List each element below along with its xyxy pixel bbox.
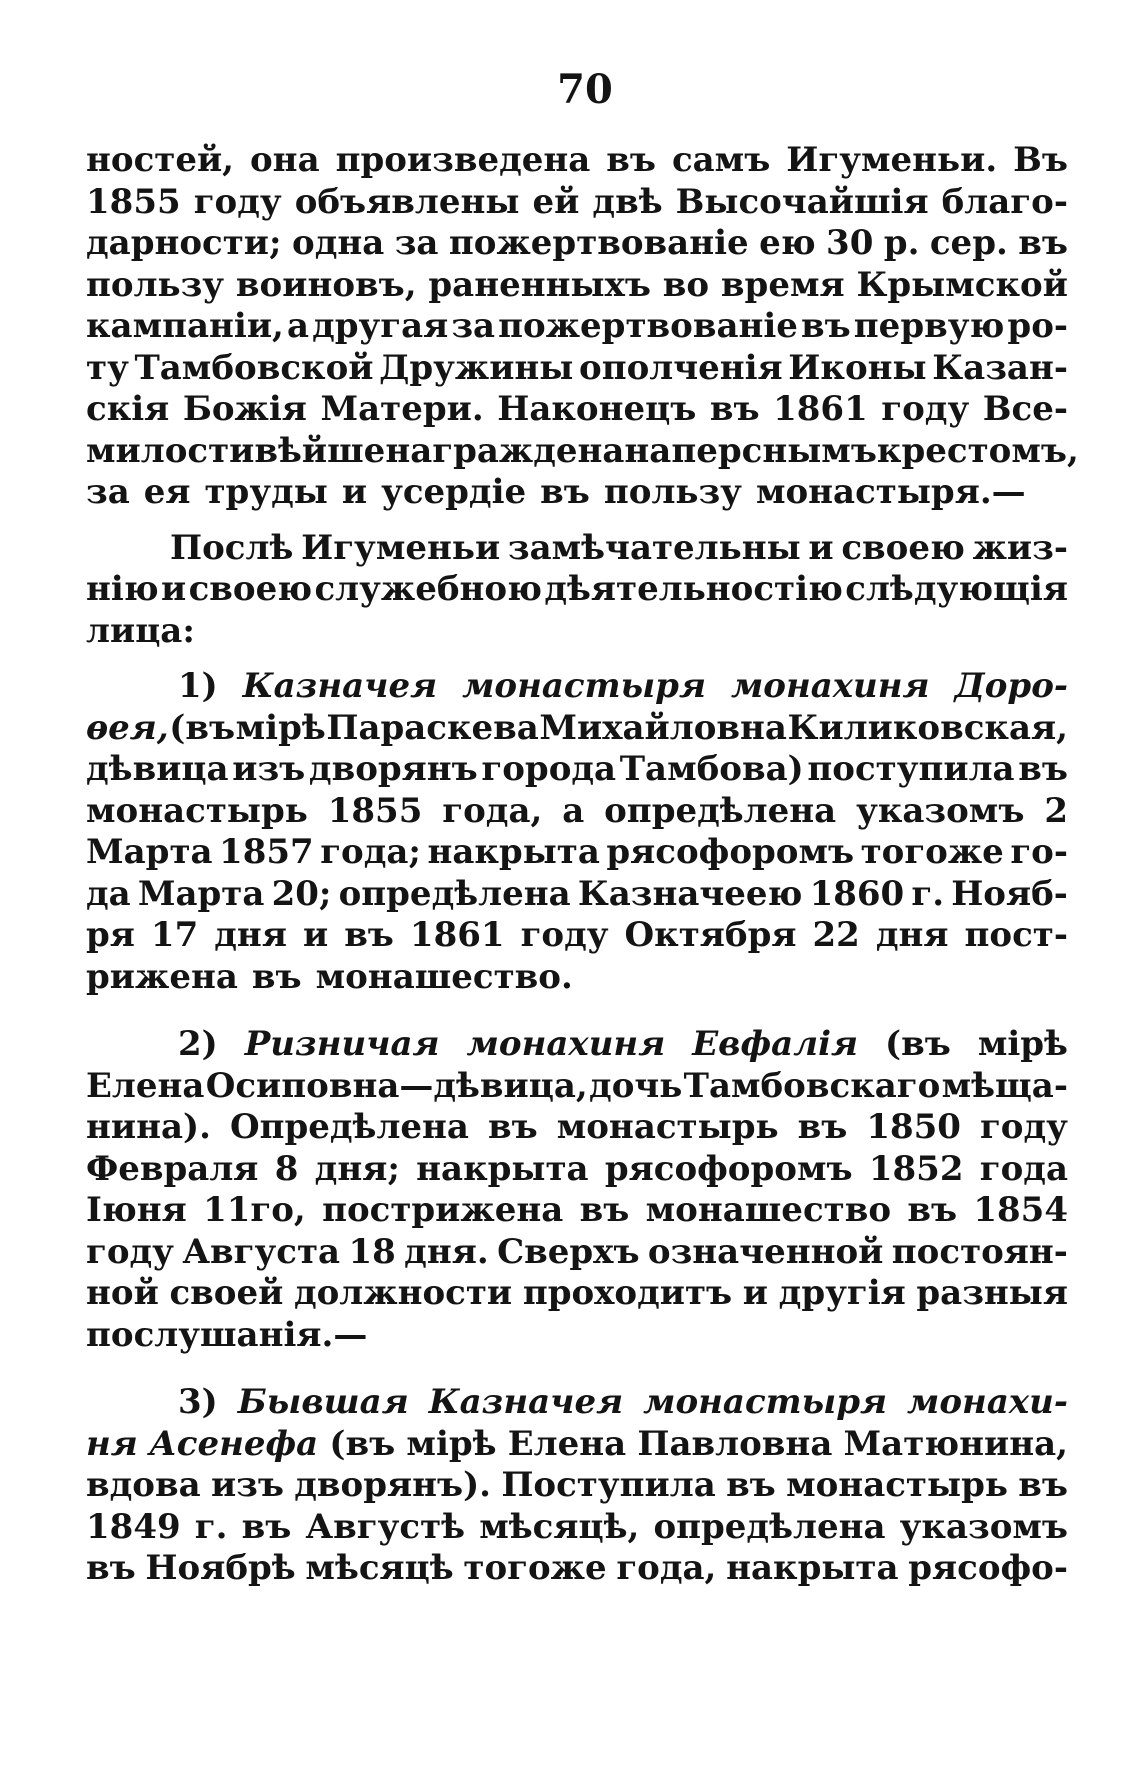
word: въ [86, 1548, 136, 1588]
word: Сверхъ [497, 1231, 640, 1272]
word: опредѣлена [604, 790, 837, 831]
word: рижена [86, 956, 238, 997]
page-body-text [86, 140, 1079, 1590]
word: въ [251, 956, 302, 997]
word: 30 [826, 223, 874, 263]
word: разныя [916, 1273, 1068, 1313]
word: (въ [169, 707, 236, 748]
word: Иконы [788, 347, 927, 388]
text-line [86, 708, 1068, 750]
text-line [86, 1107, 1068, 1149]
word: 1) [178, 666, 218, 706]
word: рясофоромъ [604, 1148, 853, 1189]
word: служебною [314, 569, 542, 609]
word: въ [907, 1190, 958, 1230]
word: лица: [86, 610, 195, 651]
word: Все- [982, 389, 1068, 429]
word: ря [86, 915, 135, 955]
word: года, [442, 790, 543, 831]
word: 1861 [409, 915, 505, 955]
word: ея [143, 472, 191, 512]
word: Поступила [501, 1465, 716, 1505]
word: Божiя [182, 389, 307, 429]
word: Асенефа [149, 1423, 319, 1464]
word: усердiе [381, 472, 527, 512]
word: въ [344, 915, 394, 955]
word: за [86, 472, 130, 512]
word: Марта [137, 873, 265, 914]
word: нина). [86, 1107, 211, 1147]
word: монастырь [786, 1465, 1008, 1505]
word: а [562, 790, 585, 831]
word: р. [883, 223, 920, 263]
word: Опредѣлена [229, 1107, 469, 1147]
word: года, [616, 1548, 717, 1588]
word: Дружины [379, 347, 574, 388]
word: (въ [885, 1024, 951, 1064]
word: въ [726, 1465, 776, 1505]
word: и [161, 569, 187, 609]
word: мѣсяцѣ [305, 1548, 454, 1588]
word: и [808, 527, 834, 568]
word: мiрѣ [406, 1423, 497, 1464]
word: указомъ [856, 790, 1025, 831]
word: крестомъ, [876, 430, 1079, 471]
word: поступила [807, 749, 1015, 789]
word: году [193, 181, 282, 222]
word: рясофоромъ [606, 832, 855, 872]
text-line [86, 611, 1068, 653]
word: въ [797, 1107, 848, 1147]
word: монахиня [730, 666, 930, 706]
word: самъ [671, 140, 771, 180]
text-line [86, 1190, 1068, 1232]
word: монастыря [462, 666, 707, 706]
word: накрыта [726, 1548, 899, 1588]
word: дарности; [86, 223, 282, 263]
word: воиновъ, [235, 264, 417, 305]
word: другая [312, 306, 449, 346]
word: году [979, 1107, 1068, 1147]
word: г. [911, 873, 945, 914]
word: 2 [1044, 790, 1068, 831]
text-line [86, 1507, 1068, 1549]
word: Октября [624, 915, 797, 955]
word: дѣвица [86, 749, 229, 789]
paragraph-p3 [86, 666, 1068, 998]
word: постоян- [891, 1231, 1068, 1272]
word: году [520, 915, 609, 955]
word: дня. [404, 1231, 489, 1272]
word: Елена [507, 1423, 627, 1464]
word: Казначеею [577, 873, 803, 914]
page-number: 70 [557, 66, 613, 113]
word: рясофо- [908, 1548, 1068, 1588]
word: 1849 [86, 1506, 181, 1547]
word: милостивѣйше [86, 430, 386, 471]
word: Матюнина, [843, 1423, 1068, 1464]
word: Осиповна—дѣвица, [205, 1065, 588, 1106]
word: указомъ [899, 1506, 1068, 1547]
text-line [86, 223, 1068, 265]
word: ей [532, 181, 580, 222]
text-line [86, 957, 1068, 999]
word: мѣсяцѣ, [479, 1506, 640, 1547]
word: г. [194, 1506, 228, 1547]
word: благо- [941, 181, 1068, 222]
word: Въ [1013, 140, 1068, 180]
word: въ [606, 140, 656, 180]
word: монашество. [315, 956, 573, 997]
word: и [341, 472, 368, 512]
word: вдова [86, 1465, 201, 1505]
word: монастыря.— [755, 472, 1026, 512]
word: 17 [150, 915, 199, 955]
word: 1850 [866, 1107, 961, 1147]
text-line [86, 348, 1068, 390]
word: пользу [603, 472, 742, 512]
word: Игуменьи. [786, 140, 998, 180]
word: ностей, [86, 140, 235, 180]
word: своей [169, 1273, 284, 1313]
word: монастырь [86, 790, 308, 831]
word: сер. [929, 223, 1008, 263]
word: 1855 [86, 181, 181, 222]
paragraph-p4 [86, 1024, 1068, 1356]
word: своею [188, 569, 313, 609]
word: въ [709, 389, 760, 429]
word: наперснымъ [624, 430, 877, 471]
word: дочь [589, 1065, 683, 1106]
word: дворянъ [308, 749, 478, 789]
text-line [86, 1066, 1068, 1108]
word: 1854 [973, 1190, 1068, 1230]
word: опредѣлена [338, 873, 571, 914]
word: Параскева [326, 707, 539, 748]
word: дня; [314, 1148, 400, 1189]
text-line [86, 1465, 1068, 1507]
word: послушанiя.— [86, 1314, 368, 1355]
word: ею [759, 223, 816, 263]
text-line [86, 1024, 1068, 1066]
word: монахиня [466, 1024, 666, 1064]
word: въ [1018, 223, 1068, 263]
word: 1852 [868, 1148, 964, 1189]
word: нiю [86, 569, 159, 609]
word: въ [241, 1506, 292, 1547]
word: проходитъ [522, 1273, 733, 1313]
word: монашество [645, 1190, 892, 1230]
word: опредѣлена [653, 1506, 886, 1547]
word: ту [86, 347, 129, 388]
word: въ [579, 1190, 630, 1230]
word: замѣчательны [507, 527, 801, 568]
paragraph-p1 [86, 140, 1079, 514]
word: жиз- [972, 527, 1068, 568]
word: Крымской [856, 264, 1068, 305]
word: Нояб- [951, 873, 1068, 914]
word: Марта [86, 832, 213, 872]
word: дѣятельностiю [544, 569, 843, 609]
word: году [881, 389, 970, 429]
word: и [302, 915, 329, 955]
word: году [86, 1231, 174, 1272]
word: дворянъ). [294, 1465, 491, 1505]
word: ной [86, 1273, 159, 1313]
word: въ [1018, 1465, 1068, 1505]
word: Матери. [320, 389, 484, 429]
word: Михайловна [539, 707, 787, 748]
text-line [86, 1424, 1068, 1466]
word: въ [1018, 749, 1068, 789]
word: Доро- [954, 666, 1068, 706]
word: ополченiя [579, 347, 783, 388]
word: Игуменьи [301, 527, 501, 568]
text-line [86, 1149, 1068, 1191]
text-line [86, 832, 1068, 874]
word: двѣ [592, 181, 663, 222]
word: Высочайшiя [675, 181, 929, 222]
word: Павловна [637, 1423, 833, 1464]
text-line [86, 874, 1068, 916]
word: Казначея [242, 666, 438, 706]
text-line [86, 1382, 1068, 1424]
word: года [979, 1148, 1068, 1189]
word: и [742, 1273, 768, 1313]
word: Тамбовской [134, 347, 374, 388]
word: за [451, 306, 496, 346]
word: 1857 [219, 832, 314, 872]
text-line [86, 749, 1068, 791]
word: Августѣ [305, 1506, 466, 1547]
text-line [86, 265, 1068, 307]
word: первую [853, 306, 1005, 346]
word: города [481, 749, 617, 789]
word: Евфалiя [692, 1024, 859, 1064]
text-line [86, 666, 1068, 708]
word: награждена [385, 430, 625, 471]
text-line [86, 1315, 1068, 1357]
word: пользу [86, 264, 225, 305]
word: мiрѣ [977, 1024, 1068, 1064]
word: 22 [812, 915, 860, 955]
word: а [286, 306, 309, 346]
text-line [86, 389, 1068, 431]
word: Тамбова) [619, 749, 804, 789]
word: тогоже [860, 832, 1004, 872]
word: Наконецъ [497, 389, 697, 429]
word: монастырь [556, 1107, 779, 1147]
word: 1861 [773, 389, 868, 429]
word: монастыря [643, 1382, 888, 1422]
word: Елена [86, 1065, 205, 1106]
word: Послѣ [170, 527, 294, 568]
word: должности [293, 1273, 513, 1313]
word: Iюня [86, 1190, 187, 1230]
text-line [86, 569, 1068, 611]
text-line [86, 1273, 1068, 1315]
word: пожертвованiе [448, 223, 749, 263]
word: труды [204, 472, 328, 512]
word: Казан- [932, 347, 1068, 388]
paragraph-p2 [86, 528, 1068, 653]
word: во [662, 264, 710, 305]
text-line [86, 1232, 1068, 1274]
word: своею [841, 527, 965, 568]
word: объявлены [294, 181, 520, 222]
text-line [86, 430, 1079, 473]
word: 1855 [327, 790, 423, 831]
word: Тамбовскаго [683, 1065, 941, 1106]
text-line [86, 140, 1068, 182]
word: мѣща- [941, 1065, 1068, 1106]
text-line [86, 528, 1068, 570]
word: 1860 [809, 873, 905, 914]
word: скiя [86, 389, 170, 429]
word: 20; [271, 873, 332, 914]
word: тогоже [463, 1548, 607, 1588]
word: ро- [1007, 306, 1068, 346]
word: означенной [647, 1231, 884, 1272]
word: 3) [178, 1382, 218, 1422]
word: изъ [232, 749, 306, 789]
word: ѳея, [86, 707, 169, 748]
word: 18 [348, 1231, 396, 1272]
word: въ [801, 306, 851, 346]
word: накрыта [416, 1148, 589, 1189]
word: одна [292, 223, 385, 263]
text-line [86, 472, 1068, 514]
word: го- [1010, 832, 1068, 872]
word: 8 [274, 1148, 299, 1189]
paragraph-p5 [86, 1382, 1068, 1590]
word: время [720, 264, 845, 305]
text-line [86, 182, 1068, 224]
text-line [86, 791, 1068, 833]
word: пострижена [322, 1190, 564, 1230]
word: Киликовская, [787, 707, 1068, 748]
word: другiя [778, 1273, 906, 1313]
word: мiрѣ [235, 707, 326, 748]
word: кампанiи, [86, 306, 284, 346]
word: монахи- [907, 1382, 1068, 1422]
text-line [86, 915, 1068, 957]
word: въ [487, 1107, 538, 1147]
text-line [86, 1548, 1068, 1590]
word: Казначея [428, 1382, 624, 1422]
word: пожертвованiе [498, 306, 798, 346]
word: да [86, 873, 131, 914]
word: Ноябрѣ [145, 1548, 296, 1588]
word: 11го, [203, 1190, 306, 1230]
text-line [86, 306, 1068, 348]
word: за [394, 223, 439, 263]
word: дня [214, 915, 287, 955]
word: года; [320, 832, 421, 872]
word: Ризничая [244, 1024, 440, 1064]
word: произведена [335, 140, 591, 180]
word: ня [86, 1423, 138, 1464]
word: накрыта [427, 832, 600, 872]
word: слѣдующiя [845, 569, 1068, 609]
word: Августа [182, 1231, 341, 1272]
word: Февраля [86, 1148, 259, 1189]
word: въ [540, 472, 590, 512]
word: она [250, 140, 320, 180]
word: дня [875, 915, 949, 955]
word: (въ [329, 1423, 396, 1464]
word: изъ [210, 1465, 284, 1505]
word: раненныхъ [428, 264, 651, 305]
word: Бывшая [237, 1382, 409, 1422]
word: 2) [178, 1024, 218, 1064]
word: пост- [964, 915, 1068, 955]
